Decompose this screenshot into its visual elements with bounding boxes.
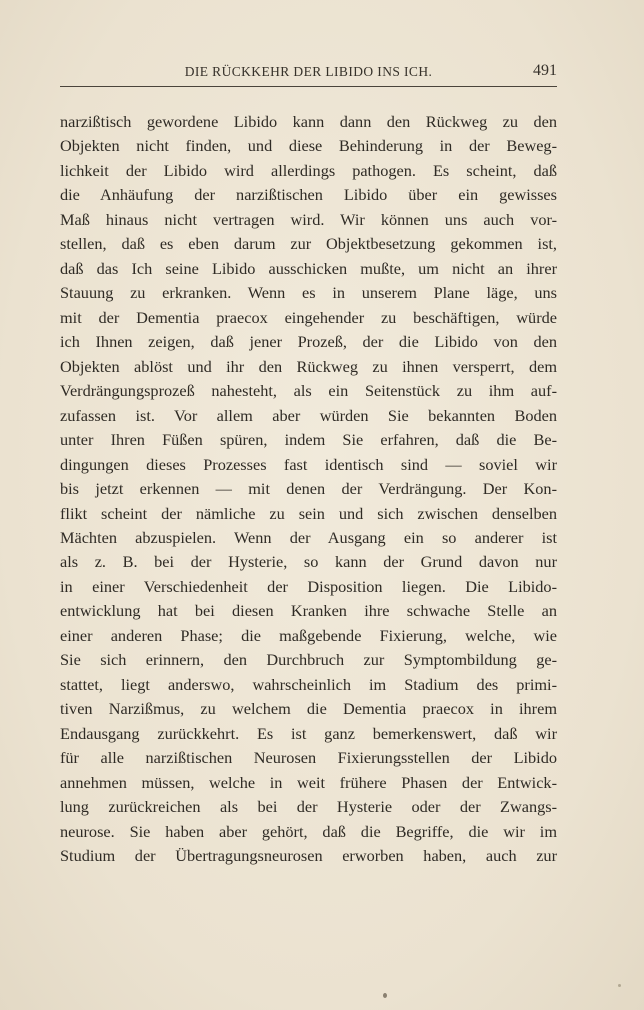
running-head bbox=[60, 60, 557, 88]
text-line-11: Objekten ablöst und ihr den Rückweg zu ihnen versperrt, dem bbox=[60, 356, 557, 376]
text-line-5: Maß hinaus nicht vertragen wird. Wir können uns auch vor- bbox=[60, 209, 557, 229]
text-line-21: entwicklung hat bei diesen Kranken ihre schwache Stelle an bbox=[60, 601, 557, 621]
text-line-22: einer anderen Phase; die maßgebende Fixierung, welche, wie bbox=[60, 625, 557, 645]
text-line-16: bis jetzt erkennen — mit denen der Verdrängung. Der Kon- bbox=[60, 479, 557, 499]
text-line-27: für alle narzißtischen Neurosen Fixierungsstellen der Libido bbox=[60, 748, 557, 768]
body-text bbox=[60, 110, 557, 869]
page-number: 491 bbox=[533, 62, 557, 79]
text-line-18: Mächten abzuspielen. Wenn der Ausgang ein so anderer ist bbox=[60, 527, 557, 547]
text-line-10: ich Ihnen zeigen, daß jener Prozeß, der die Libido von den bbox=[60, 332, 557, 352]
text-line-9: mit der Dementia praecox eingehender zu beschäftigen, würde bbox=[60, 307, 557, 327]
text-line-4: die Anhäufung der narzißtischen Libido über ein gewisses bbox=[60, 185, 557, 205]
ink-speck-small bbox=[618, 984, 621, 987]
text-line-25: tiven Narzißmus, zu welchem die Dementia praecox in ihrem bbox=[60, 699, 557, 719]
text-line-20: in einer Verschiedenheit der Disposition liegen. Die Libido- bbox=[60, 576, 557, 596]
text-line-1: narzißtisch gewordene Libido kann dann den Rückweg zu den bbox=[60, 112, 557, 131]
text-line-24: stattet, liegt anderswo, wahrscheinlich im Stadium des primi- bbox=[60, 674, 557, 694]
header-rule bbox=[60, 86, 557, 87]
text-line-28: annehmen müssen, welche in weit frühere Phasen der Entwick- bbox=[60, 772, 557, 792]
text-line-26: Endausgang zurückkehrt. Es ist ganz bemerkenswert, daß wir bbox=[60, 723, 557, 743]
text-line-12: Verdrängungsprozeß nahesteht, als ein Seitenstück zu ihm auf- bbox=[60, 381, 557, 401]
text-line-31: Studium der Übertragungsneurosen erworben haben, auch zur bbox=[60, 846, 557, 866]
text-line-30: neurose. Sie haben aber gehört, daß die Begriffe, die wir im bbox=[60, 821, 557, 841]
ink-speck bbox=[383, 993, 387, 998]
text-line-2: Objekten nicht finden, und diese Behinderung in der Beweg- bbox=[60, 136, 557, 156]
running-title: DIE RÜCKKEHR DER LIBIDO INS ICH. bbox=[184, 64, 433, 79]
text-line-6: stellen, daß es eben darum zur Objektbesetzung gekommen ist, bbox=[60, 234, 557, 254]
text-line-15: dingungen dieses Prozesses fast identisch sind — soviel wir bbox=[60, 454, 557, 474]
text-line-3: lichkeit der Libido wird allerdings pathogen. Es scheint, daß bbox=[60, 160, 557, 180]
text-line-23: Sie sich erinnern, den Durchbruch zur Symptombildung ge- bbox=[60, 650, 557, 670]
text-line-29: lung zurückreichen als bei der Hysterie oder der Zwangs- bbox=[60, 797, 557, 817]
text-line-19: als z. B. bei der Hysterie, so kann der Grund davon nur bbox=[60, 552, 557, 572]
text-line-7: daß das Ich seine Libido ausschicken mußte, um nicht an ihrer bbox=[60, 258, 557, 278]
text-line-13: zufassen ist. Vor allem aber würden Sie bekannten Boden bbox=[60, 405, 557, 425]
text-line-17: flikt scheint der nämliche zu sein und sich zwischen denselben bbox=[60, 503, 557, 523]
text-line-8: Stauung zu erkranken. Wenn es in unserem Plane läge, uns bbox=[60, 283, 557, 303]
text-line-14: unter Ihren Füßen spüren, indem Sie erfahren, daß die Be- bbox=[60, 430, 557, 450]
